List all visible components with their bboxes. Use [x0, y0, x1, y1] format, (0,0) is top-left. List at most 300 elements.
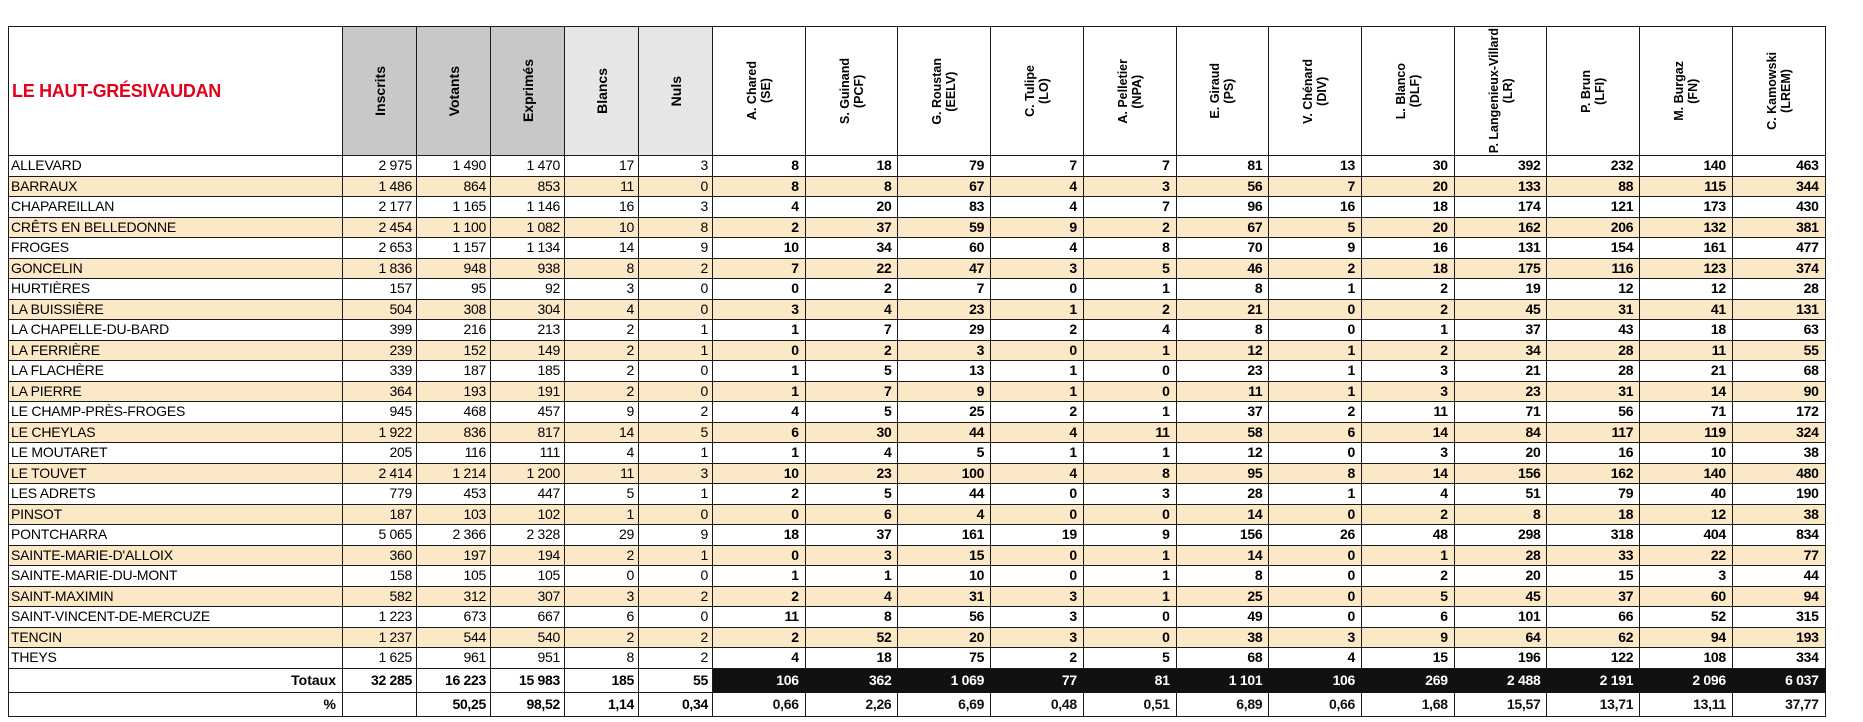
percent-stat-cell: 98,52	[491, 692, 565, 716]
vote-cell: 55	[1732, 340, 1825, 361]
vote-cell: 2	[713, 586, 806, 607]
stat-cell: 239	[343, 340, 417, 361]
table-row	[9, 484, 1826, 505]
vote-cell: 4	[991, 422, 1084, 443]
vote-cell: 52	[805, 627, 898, 648]
vote-cell: 122	[1547, 648, 1640, 669]
candidate-header	[1083, 27, 1176, 156]
vote-cell: 173	[1640, 197, 1733, 218]
vote-cell: 49	[1176, 607, 1269, 628]
stat-cell: 29	[565, 525, 639, 546]
table-row	[9, 320, 1826, 341]
vote-cell: 0	[1269, 545, 1362, 566]
vote-cell: 96	[1176, 197, 1269, 218]
stat-cell: 216	[417, 320, 491, 341]
vote-cell: 4	[713, 197, 806, 218]
vote-cell: 3	[1362, 381, 1455, 402]
table-row	[9, 627, 1826, 648]
vote-cell: 1	[1083, 566, 1176, 587]
vote-cell: 45	[1454, 299, 1547, 320]
vote-cell: 174	[1454, 197, 1547, 218]
commune-rows	[9, 156, 1826, 669]
vote-cell: 44	[898, 422, 991, 443]
vote-cell: 7	[898, 279, 991, 300]
vote-cell: 4	[713, 402, 806, 423]
vote-cell: 156	[1454, 463, 1547, 484]
vote-cell: 25	[898, 402, 991, 423]
vote-cell: 108	[1640, 648, 1733, 669]
vote-cell: 8	[1083, 238, 1176, 259]
stat-cell: 1	[639, 340, 713, 361]
stat-cell: 9	[639, 525, 713, 546]
vote-cell: 3	[1362, 361, 1455, 382]
candidate-name: A. Pelletier	[1115, 58, 1130, 124]
vote-cell: 0	[991, 566, 1084, 587]
vote-cell: 121	[1547, 197, 1640, 218]
vote-cell: 232	[1547, 156, 1640, 177]
vote-cell: 12	[1547, 279, 1640, 300]
stat-cell: 0	[639, 381, 713, 402]
vote-cell: 46	[1176, 258, 1269, 279]
commune-name: CRÊTS EN BELLEDONNE	[9, 217, 343, 238]
column-header-blancs	[565, 27, 639, 156]
vote-cell: 154	[1547, 238, 1640, 259]
vote-cell: 34	[805, 238, 898, 259]
vote-cell: 23	[1454, 381, 1547, 402]
table-row	[9, 361, 1826, 382]
vote-cell: 63	[1732, 320, 1825, 341]
vote-cell: 0	[991, 545, 1084, 566]
column-header-exprimés	[491, 27, 565, 156]
stat-cell: 1 157	[417, 238, 491, 259]
vote-cell: 0	[1083, 361, 1176, 382]
stat-cell: 582	[343, 586, 417, 607]
total-vote-cell: 2 191	[1547, 668, 1640, 692]
vote-cell: 1	[991, 381, 1084, 402]
candidate-header	[1269, 27, 1362, 156]
vote-cell: 38	[1732, 504, 1825, 525]
vote-cell: 2	[1269, 258, 1362, 279]
vote-cell: 2	[1362, 566, 1455, 587]
vote-cell: 4	[991, 176, 1084, 197]
stat-cell: 10	[565, 217, 639, 238]
stat-cell: 5 065	[343, 525, 417, 546]
total-vote-cell: 77	[991, 668, 1084, 692]
stat-cell: 197	[417, 545, 491, 566]
vote-cell: 3	[1640, 566, 1733, 587]
percent-vote-cell: 0,48	[991, 692, 1084, 716]
vote-cell: 2	[1362, 340, 1455, 361]
stat-cell: 0	[639, 279, 713, 300]
vote-cell: 133	[1454, 176, 1547, 197]
vote-cell: 1	[1269, 381, 1362, 402]
total-vote-cell: 81	[1083, 668, 1176, 692]
vote-cell: 161	[898, 525, 991, 546]
vote-cell: 162	[1547, 463, 1640, 484]
vote-cell: 18	[1362, 258, 1455, 279]
stat-cell: 2 975	[343, 156, 417, 177]
candidate-name: E. Giraud	[1208, 63, 1223, 119]
percent-vote-cell: 0,66	[1269, 692, 1362, 716]
stat-cell: 205	[343, 443, 417, 464]
stat-cell: 1 490	[417, 156, 491, 177]
vote-cell: 0	[1083, 381, 1176, 402]
vote-cell: 7	[1269, 176, 1362, 197]
vote-cell: 0	[1269, 320, 1362, 341]
commune-name: LA FERRIÈRE	[9, 340, 343, 361]
vote-cell: 175	[1454, 258, 1547, 279]
vote-cell: 1	[713, 361, 806, 382]
stat-cell: 457	[491, 402, 565, 423]
vote-cell: 38	[1176, 627, 1269, 648]
vote-cell: 119	[1640, 422, 1733, 443]
stat-cell: 111	[491, 443, 565, 464]
candidate-party: (DLF)	[1407, 74, 1422, 108]
stat-cell: 945	[343, 402, 417, 423]
candidate-name: A. Chared	[744, 61, 759, 121]
vote-cell: 3	[898, 340, 991, 361]
stat-cell: 2	[639, 627, 713, 648]
vote-cell: 5	[1362, 586, 1455, 607]
stat-cell: 92	[491, 279, 565, 300]
stat-cell: 0	[639, 299, 713, 320]
vote-cell: 67	[1176, 217, 1269, 238]
table-row	[9, 156, 1826, 177]
vote-cell: 4	[1362, 484, 1455, 505]
table-row	[9, 299, 1826, 320]
vote-cell: 5	[1083, 648, 1176, 669]
total-vote-cell: 6 037	[1732, 668, 1825, 692]
vote-cell: 1	[1083, 586, 1176, 607]
table-row	[9, 504, 1826, 525]
percent-vote-cell: 0,66	[713, 692, 806, 716]
percent-vote-cell: 6,69	[898, 692, 991, 716]
stat-cell: 673	[417, 607, 491, 628]
vote-cell: 43	[1547, 320, 1640, 341]
total-vote-cell: 106	[713, 668, 806, 692]
vote-cell: 4	[898, 504, 991, 525]
percent-stat-cell	[343, 692, 417, 716]
stat-cell: 2 653	[343, 238, 417, 259]
vote-cell: 0	[713, 279, 806, 300]
vote-cell: 67	[898, 176, 991, 197]
candidate-header	[898, 27, 991, 156]
vote-cell: 2	[713, 217, 806, 238]
stat-cell: 1 486	[343, 176, 417, 197]
vote-cell: 1	[1083, 443, 1176, 464]
vote-cell: 79	[898, 156, 991, 177]
candidate-party: (PS)	[1222, 78, 1237, 104]
table-row	[9, 443, 1826, 464]
stat-cell: 1 082	[491, 217, 565, 238]
vote-cell: 44	[898, 484, 991, 505]
stat-cell: 2	[565, 545, 639, 566]
vote-cell: 132	[1640, 217, 1733, 238]
stat-cell: 817	[491, 422, 565, 443]
stat-cell: 2	[565, 627, 639, 648]
total-stat-cell: 55	[639, 668, 713, 692]
commune-name: CHAPAREILLAN	[9, 197, 343, 218]
commune-name: FROGES	[9, 238, 343, 259]
stat-cell: 8	[639, 217, 713, 238]
stat-cell: 951	[491, 648, 565, 669]
vote-cell: 60	[898, 238, 991, 259]
vote-cell: 0	[1083, 504, 1176, 525]
stat-cell: 2	[565, 320, 639, 341]
vote-cell: 7	[713, 258, 806, 279]
vote-cell: 34	[1454, 340, 1547, 361]
stat-cell: 961	[417, 648, 491, 669]
vote-cell: 6	[1269, 422, 1362, 443]
vote-cell: 7	[1083, 197, 1176, 218]
vote-cell: 11	[1362, 402, 1455, 423]
vote-cell: 18	[805, 648, 898, 669]
candidate-party: (EELV)	[944, 70, 959, 112]
stat-cell: 0	[639, 504, 713, 525]
vote-cell: 14	[1362, 463, 1455, 484]
candidate-header	[713, 27, 806, 156]
table-row	[9, 340, 1826, 361]
vote-cell: 2	[805, 279, 898, 300]
candidate-header	[1362, 27, 1455, 156]
candidate-name: L. Blanco	[1393, 62, 1408, 120]
stat-cell: 3	[639, 156, 713, 177]
vote-cell: 40	[1640, 484, 1733, 505]
vote-cell: 19	[1454, 279, 1547, 300]
vote-cell: 1	[991, 299, 1084, 320]
stat-cell: 364	[343, 381, 417, 402]
stat-cell: 667	[491, 607, 565, 628]
stat-cell: 14	[565, 422, 639, 443]
table-row	[9, 238, 1826, 259]
vote-cell: 10	[1640, 443, 1733, 464]
vote-cell: 4	[713, 648, 806, 669]
vote-cell: 37	[805, 217, 898, 238]
table-row	[9, 402, 1826, 423]
vote-cell: 2	[991, 320, 1084, 341]
vote-cell: 66	[1547, 607, 1640, 628]
stat-cell: 540	[491, 627, 565, 648]
stat-cell: 2 328	[491, 525, 565, 546]
stat-cell: 4	[565, 299, 639, 320]
commune-name: HURTIÈRES	[9, 279, 343, 300]
commune-name: LA CHAPELLE-DU-BARD	[9, 320, 343, 341]
vote-cell: 6	[713, 422, 806, 443]
totals-label: Totaux	[9, 668, 343, 692]
stat-cell: 2	[565, 361, 639, 382]
vote-cell: 4	[805, 299, 898, 320]
candidate-party: (LR)	[1500, 78, 1515, 104]
total-stat-cell: 32 285	[343, 668, 417, 692]
vote-cell: 140	[1640, 463, 1733, 484]
vote-cell: 8	[1176, 566, 1269, 587]
stat-cell: 213	[491, 320, 565, 341]
vote-cell: 20	[805, 197, 898, 218]
vote-cell: 2	[713, 627, 806, 648]
stat-cell: 2 177	[343, 197, 417, 218]
commune-name: TENCIN	[9, 627, 343, 648]
vote-cell: 31	[898, 586, 991, 607]
stat-cell: 1	[565, 504, 639, 525]
vote-cell: 0	[713, 545, 806, 566]
candidate-header	[805, 27, 898, 156]
vote-cell: 5	[898, 443, 991, 464]
vote-cell: 1	[805, 566, 898, 587]
table-row	[9, 607, 1826, 628]
stat-cell: 185	[491, 361, 565, 382]
vote-cell: 21	[1176, 299, 1269, 320]
vote-cell: 77	[1732, 545, 1825, 566]
vote-cell: 0	[991, 279, 1084, 300]
vote-cell: 8	[1176, 320, 1269, 341]
percent-vote-cell: 13,11	[1640, 692, 1733, 716]
table-row	[9, 422, 1826, 443]
totals-row	[9, 668, 1826, 692]
column-header-label: Inscrits	[371, 66, 388, 116]
vote-cell: 14	[1640, 381, 1733, 402]
vote-cell: 6	[1362, 607, 1455, 628]
vote-cell: 52	[1640, 607, 1733, 628]
stat-cell: 3	[639, 197, 713, 218]
stat-cell: 152	[417, 340, 491, 361]
percent-stat-cell: 50,25	[417, 692, 491, 716]
candidate-header	[1732, 27, 1825, 156]
vote-cell: 381	[1732, 217, 1825, 238]
vote-cell: 156	[1176, 525, 1269, 546]
vote-cell: 0	[1083, 627, 1176, 648]
vote-cell: 1	[991, 361, 1084, 382]
vote-cell: 18	[1547, 504, 1640, 525]
stat-cell: 1	[639, 320, 713, 341]
total-stat-cell: 185	[565, 668, 639, 692]
table-row	[9, 463, 1826, 484]
vote-cell: 75	[898, 648, 991, 669]
column-header-label: Votants	[445, 65, 462, 117]
vote-cell: 23	[898, 299, 991, 320]
stat-cell: 158	[343, 566, 417, 587]
vote-cell: 196	[1454, 648, 1547, 669]
vote-cell: 59	[898, 217, 991, 238]
vote-cell: 334	[1732, 648, 1825, 669]
vote-cell: 1	[1362, 320, 1455, 341]
vote-cell: 1	[1269, 361, 1362, 382]
commune-name: BARRAUX	[9, 176, 343, 197]
stat-cell: 1 223	[343, 607, 417, 628]
total-vote-cell: 1 069	[898, 668, 991, 692]
vote-cell: 71	[1454, 402, 1547, 423]
vote-cell: 0	[713, 504, 806, 525]
percent-vote-cell: 2,26	[805, 692, 898, 716]
stat-cell: 1 214	[417, 463, 491, 484]
vote-cell: 10	[898, 566, 991, 587]
vote-cell: 64	[1454, 627, 1547, 648]
vote-cell: 6	[805, 504, 898, 525]
table-row	[9, 381, 1826, 402]
vote-cell: 21	[1454, 361, 1547, 382]
vote-cell: 1	[991, 443, 1084, 464]
commune-name: PONTCHARRA	[9, 525, 343, 546]
total-vote-cell: 1 101	[1176, 668, 1269, 692]
vote-cell: 1	[1083, 279, 1176, 300]
vote-cell: 2	[1362, 299, 1455, 320]
vote-cell: 161	[1640, 238, 1733, 259]
stat-cell: 447	[491, 484, 565, 505]
stat-cell: 1 134	[491, 238, 565, 259]
vote-cell: 172	[1732, 402, 1825, 423]
vote-cell: 37	[1547, 586, 1640, 607]
candidate-party: (LREM)	[1778, 69, 1793, 113]
stat-cell: 864	[417, 176, 491, 197]
vote-cell: 480	[1732, 463, 1825, 484]
vote-cell: 68	[1732, 361, 1825, 382]
percent-label: %	[9, 692, 343, 716]
vote-cell: 8	[713, 176, 806, 197]
vote-cell: 344	[1732, 176, 1825, 197]
stat-cell: 307	[491, 586, 565, 607]
vote-cell: 20	[1454, 443, 1547, 464]
vote-cell: 38	[1732, 443, 1825, 464]
vote-cell: 2	[805, 340, 898, 361]
vote-cell: 9	[898, 381, 991, 402]
vote-cell: 131	[1732, 299, 1825, 320]
vote-cell: 193	[1732, 627, 1825, 648]
vote-cell: 13	[898, 361, 991, 382]
vote-cell: 70	[1176, 238, 1269, 259]
vote-cell: 4	[805, 443, 898, 464]
vote-cell: 1	[1269, 340, 1362, 361]
vote-cell: 31	[1547, 381, 1640, 402]
vote-cell: 2	[991, 648, 1084, 669]
candidate-name: S. Guinand	[837, 58, 852, 124]
vote-cell: 8	[805, 607, 898, 628]
stat-cell: 3	[565, 279, 639, 300]
vote-cell: 18	[713, 525, 806, 546]
candidate-header	[991, 27, 1084, 156]
stat-cell: 836	[417, 422, 491, 443]
stat-cell: 468	[417, 402, 491, 423]
vote-cell: 22	[805, 258, 898, 279]
stat-cell: 2	[639, 402, 713, 423]
stat-cell: 312	[417, 586, 491, 607]
candidate-header	[1176, 27, 1269, 156]
vote-cell: 83	[898, 197, 991, 218]
vote-cell: 463	[1732, 156, 1825, 177]
column-header-label: Nuls	[667, 75, 684, 107]
vote-cell: 9	[991, 217, 1084, 238]
stat-cell: 0	[639, 566, 713, 587]
vote-cell: 834	[1732, 525, 1825, 546]
vote-cell: 1	[713, 566, 806, 587]
percent-vote-cell: 6,89	[1176, 692, 1269, 716]
vote-cell: 13	[1269, 156, 1362, 177]
vote-cell: 18	[805, 156, 898, 177]
vote-cell: 318	[1547, 525, 1640, 546]
vote-cell: 51	[1454, 484, 1547, 505]
table-row	[9, 586, 1826, 607]
header-row	[9, 27, 1826, 156]
vote-cell: 19	[991, 525, 1084, 546]
vote-cell: 79	[1547, 484, 1640, 505]
commune-name: LE CHEYLAS	[9, 422, 343, 443]
vote-cell: 0	[1269, 607, 1362, 628]
vote-cell: 2	[713, 484, 806, 505]
table-row	[9, 545, 1826, 566]
vote-cell: 14	[1176, 545, 1269, 566]
vote-cell: 56	[1176, 176, 1269, 197]
vote-cell: 4	[1269, 648, 1362, 669]
vote-cell: 3	[991, 607, 1084, 628]
candidate-name: P. Brun	[1579, 69, 1594, 113]
